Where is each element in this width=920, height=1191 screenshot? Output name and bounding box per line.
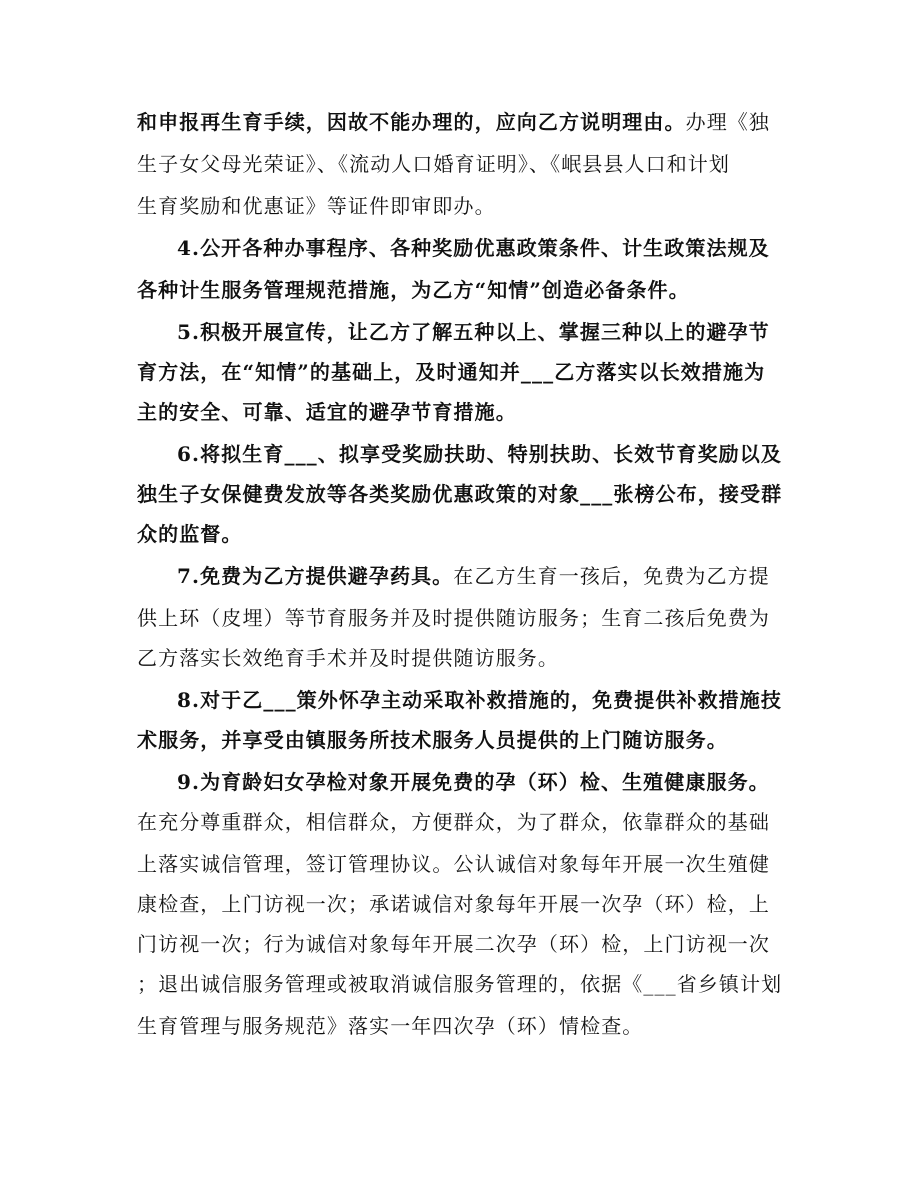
text-normal: ；退出诚信服务管理或被取消诚信服务管理的，依据《___省乡镇计划 bbox=[137, 972, 783, 996]
text-line bbox=[137, 646, 559, 670]
text-line bbox=[137, 360, 765, 384]
text-bold: 9.为育龄妇女孕检对象开展免费的孕（环）检、生殖健康服务。 bbox=[177, 770, 770, 794]
text-line bbox=[177, 688, 782, 712]
text-line bbox=[137, 1014, 643, 1038]
text-bold: 4.公开各种办事程序、各种奖励优惠政策条件、计生政策法规及 bbox=[177, 236, 770, 260]
text-bold: 7.免费为乙方提供避孕药具。 bbox=[177, 564, 454, 588]
text-normal: 上落实诚信管理，签订管理协议。公认诚信对象每年开展一次生殖健 bbox=[137, 852, 770, 876]
text-bold: 术服务，并享受由镇服务所技术服务人员提供的上门随访服务。 bbox=[137, 728, 728, 752]
text-line bbox=[137, 278, 690, 302]
text-normal: 生育管理与服务规范》落实一年四次孕（环）情检查。 bbox=[137, 1014, 644, 1038]
text-line bbox=[137, 852, 770, 876]
text-bold: 和申报再生育手续，因故不能办理的，应向乙方说明理由。 bbox=[137, 110, 686, 134]
text-normal: 门访视一次；行为诚信对象每年开展二次孕（环）检，上门访视一次 bbox=[137, 932, 770, 956]
text-line bbox=[137, 606, 770, 630]
text-bold: 8.对于乙___策外怀孕主动采取补救措施的，免费提供补救措施技 bbox=[177, 688, 782, 712]
text-line bbox=[137, 110, 770, 134]
text-line bbox=[177, 236, 770, 260]
text-line bbox=[137, 194, 496, 218]
text-line bbox=[177, 770, 770, 794]
text-line bbox=[137, 810, 770, 834]
text-normal: 生育奖励和优惠证》等证件即审即办。 bbox=[137, 194, 496, 218]
text-bold: 6.将拟生育___、拟享受奖励扶助、特别扶助、长效节育奖励以及 bbox=[177, 442, 782, 466]
text-line bbox=[137, 972, 782, 996]
text-bold: 众的监督。 bbox=[137, 522, 243, 546]
text-line bbox=[137, 892, 770, 916]
text-line bbox=[137, 522, 243, 546]
text-line bbox=[137, 482, 782, 506]
text-normal: 在乙方生育一孩后，免费为乙方提 bbox=[453, 564, 770, 588]
text-normal: 办理《独 bbox=[685, 110, 771, 134]
text-normal: 康检查，上门访视一次；承诺诚信对象每年开展一次孕（环）检，上 bbox=[137, 892, 770, 916]
text-normal: 乙方落实长效绝育手术并及时提供随访服务。 bbox=[137, 646, 559, 670]
text-line bbox=[177, 564, 770, 588]
text-normal: 供上环（皮埋）等节育服务并及时提供随访服务；生育二孩后免费为 bbox=[137, 606, 770, 630]
text-line bbox=[177, 442, 782, 466]
text-bold: 各种计生服务管理规范措施，为乙方“知情”创造必备条件。 bbox=[137, 278, 690, 302]
text-normal: 生子女父母光荣证》、《流动人口婚育证明》、《岷县县人口和计划 bbox=[137, 152, 730, 176]
text-bold: 5.积极开展宣传，让乙方了解五种以上、掌握三种以上的避孕节 bbox=[177, 320, 770, 344]
text-line bbox=[137, 728, 728, 752]
text-bold: 育方法，在“知情”的基础上，及时通知并___乙方落实以长效措施为 bbox=[137, 360, 766, 384]
text-line bbox=[137, 400, 517, 424]
text-bold: 独生子女保健费发放等各类奖励优惠政策的对象___张榜公布，接受群 bbox=[137, 482, 783, 506]
text-line bbox=[137, 152, 730, 176]
text-bold: 主的安全、可靠、适宜的避孕节育措施。 bbox=[137, 400, 517, 424]
text-line bbox=[177, 320, 770, 344]
text-line bbox=[137, 932, 770, 956]
text-normal: 在充分尊重群众，相信群众，方便群众，为了群众，依靠群众的基础 bbox=[137, 810, 770, 834]
